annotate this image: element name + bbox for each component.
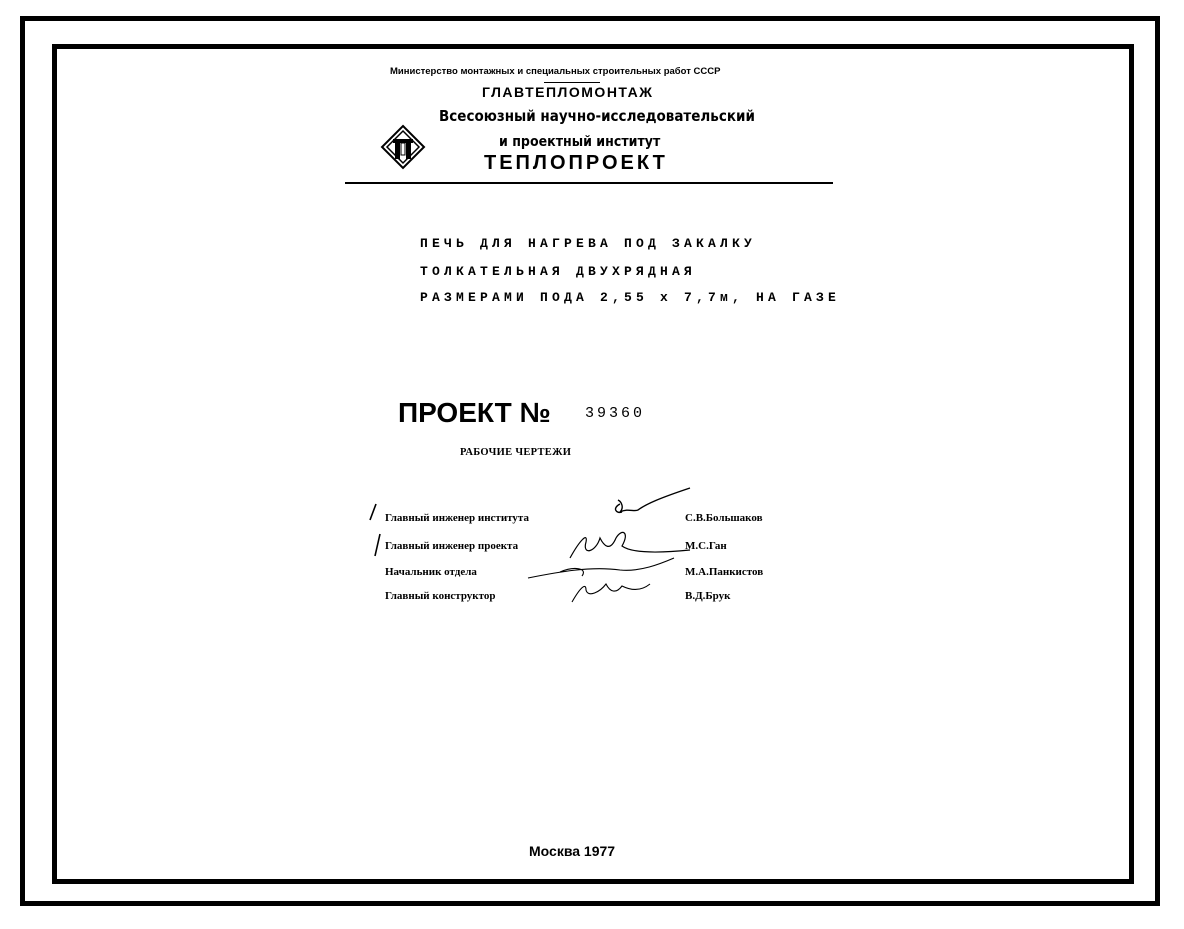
institute-line-1: Всесоюзный научно-исследовательский	[439, 107, 755, 125]
signatory-role: Главный инженер проекта	[385, 540, 519, 552]
header-rule	[345, 182, 833, 184]
signatory-name: М.А.Панкистов	[685, 566, 764, 578]
drawing-type: РАБОЧИЕ ЧЕРТЕЖИ	[460, 447, 572, 458]
signatory-name: М.С.Ган	[685, 540, 727, 552]
handwritten-signatures	[360, 480, 700, 610]
subject-line-3: РАЗМЕРАМИ ПОДА 2,55 х 7,7м, НА ГАЗЕ	[420, 290, 841, 305]
signatory-role: Главный инженер института	[385, 512, 529, 524]
subject-line-1: ПЕЧЬ ДЛЯ НАГРЕВА ПОД ЗАКАЛКУ	[420, 236, 757, 251]
signatory-name: С.В.Большаков	[685, 512, 763, 524]
institute-logo-icon	[380, 124, 426, 170]
institute-name: ТЕПЛОПРОЕКТ	[484, 152, 668, 174]
glavk-name: ГЛАВТЕПЛОМОНТАЖ	[482, 84, 654, 100]
project-number: 39360	[585, 405, 646, 422]
signatory-role: Главный конструктор	[385, 590, 496, 602]
ministry-name: Министерство монтажных и специальных строительных работ СССР	[390, 66, 721, 77]
institute-line-2: и проектный институт	[499, 134, 661, 150]
glavk-overline	[544, 82, 600, 83]
signatory-role: Начальник отдела	[385, 566, 477, 578]
city-year: Москва 1977	[529, 843, 616, 859]
subject-line-2: ТОЛКАТЕЛЬНАЯ ДВУХРЯДНАЯ	[420, 264, 697, 279]
project-label: ПРОЕКТ №	[398, 397, 551, 428]
signatory-name: В.Д.Брук	[685, 590, 731, 602]
